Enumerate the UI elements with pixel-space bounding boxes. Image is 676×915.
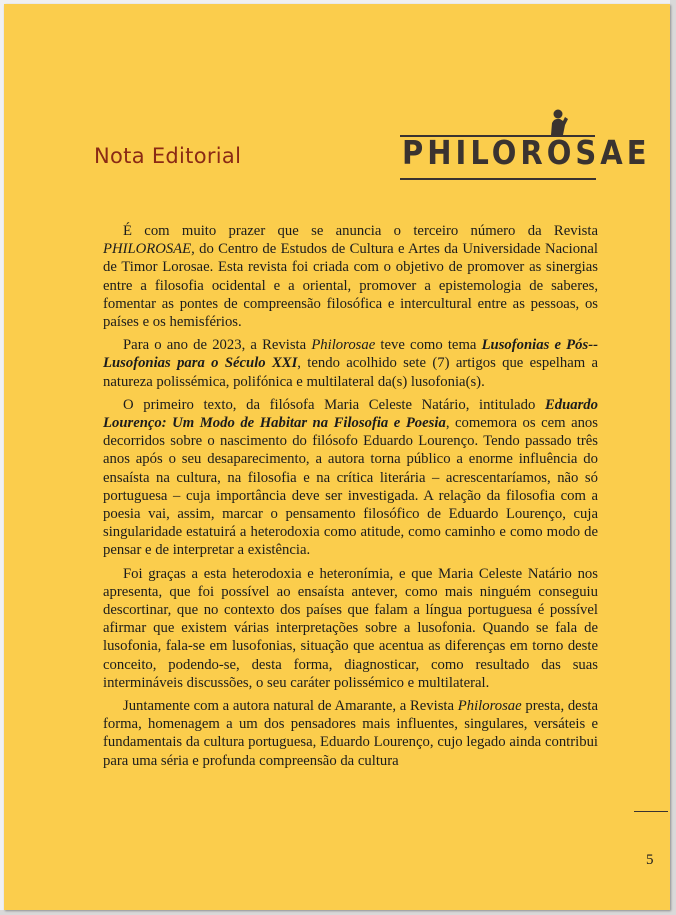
paragraph-1-text-a: É com muito prazer que se anuncia o terceiro número da Revista — [123, 223, 598, 239]
paragraph-3 — [103, 396, 598, 560]
article-title: Eduardo Lourenço: Um Modo de Habitar na Filosofia e Poesia — [103, 396, 598, 432]
paragraph-4: Foi graças a esta heterodoxia e heteronímia, e que Maria Celeste Natário nos apresenta, que foi possível ao ensaísta antever, como mais ninguém conseguiu descortinar, que no contexto dos países que falam a língua portuguesa é possível afirmar que existem várias interpretações sobre a lusofonia. Quando se fala de lusofonia, fala-se em lusofonias, situação que acentua as diferenças em torno deste conceito, podendo-se, desta forma, diagnosticar, como resultado das suas intermináveis discussões, o seu caráter polissémico e multilateral. — [103, 565, 598, 691]
issue-theme-title: Lusofonias e Pós--Lusofonias para o Século XXI — [103, 337, 598, 372]
journal-name-emphasis: Philorosae — [457, 698, 522, 715]
paragraph-2 — [103, 336, 598, 391]
paragraph-5-text-a: Juntamente com a autora natural de Amarante, a Revista — [123, 698, 458, 715]
paragraph-2-text-c: teve como tema — [375, 337, 482, 354]
paragraph-2-text-a: Para o ano de 2023, a Revista — [123, 337, 312, 354]
paragraph-1 — [103, 222, 598, 331]
viewer-frame-right — [670, 0, 676, 915]
paragraph-3-text-c: , comemora os cem anos decorridos sobre o nascimento do filósofo Eduardo Lourenço. Tendo passado três anos após o seu desaparecimento, a autora torna público a enorme influência do ensaísta na cultura, na filosofia e na crítica literária – acrescentaríamos, não só portuguesa – cuja importância deve ser investigada. A relação da filosofia com a poesia vai, assim, marcar o pensamento filosófico de Eduardo Lourenço, cuja singularidade estatuirá a heterodoxia como atitude, como caminho e como modo de pensar e de interpretar a existência. — [103, 415, 598, 559]
journal-logo — [400, 106, 651, 184]
page-number: 5 — [646, 852, 654, 868]
logo-underline — [400, 178, 596, 180]
paragraph-5 — [103, 697, 598, 770]
document-page — [4, 4, 670, 910]
logo-text: PHILOROSAE — [402, 134, 651, 173]
paragraph-2-text-e: , tendo acolhido sete (7) artigos que espelham a natureza polissémica, polifónica e multilateral da(s) lusofonia(s). — [103, 355, 598, 390]
journal-name-emphasis: Philorosae — [311, 337, 376, 354]
page-title: Nota Editorial — [94, 144, 242, 168]
paragraph-1-text-c: , do Centro de Estudos de Cultura e Artes da Universidade Nacional de Timor Lorosae. Esta revista foi criada com o objetivo de promover as sinergias entre a filosofia ocidental e a oriental, promover a epistemologia de saberes, fomentar as pontes de compreensão filosófica e intercultural entre as pessoas, os países e os hemisférios. — [103, 241, 598, 331]
paragraph-3-text-a: O primeiro texto, da filósofa Maria Celeste Natário, intitulado — [123, 396, 545, 413]
thinker-figure-icon — [546, 108, 570, 135]
paragraph-5-text-c: presta, desta forma, homenagem a um dos pensadores mais influentes, singulares, versáteis e fundamentais da cultura portuguesa, Eduardo Lourenço, cujo legado ainda contribui para uma séria e profunda compreensão da cultura — [103, 698, 599, 769]
viewer-frame-bottom — [0, 910, 676, 915]
journal-name-emphasis: PHILOROSAE — [103, 241, 192, 258]
editorial-body — [103, 222, 598, 770]
footer-rule — [634, 811, 668, 812]
